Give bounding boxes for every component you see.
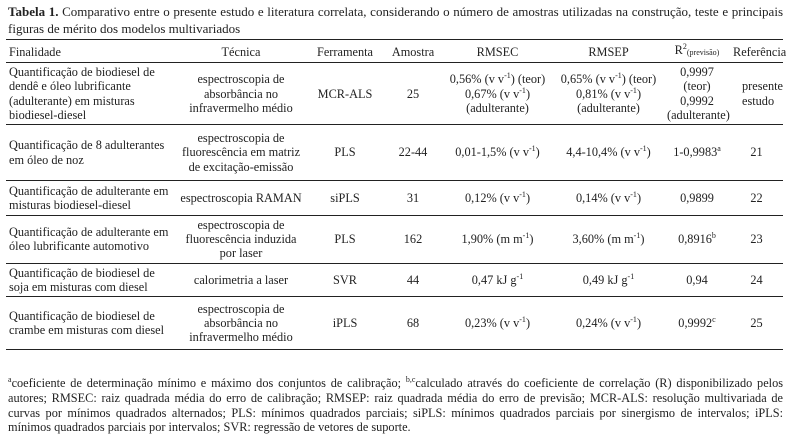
comparison-table [6,39,787,350]
cell-rmsec: 0,12% (v $v^{-1}$) [442,181,553,216]
cell-finalidade: Quantificação de 8 adulterantes em óleo de noz [6,125,176,181]
cell-amostra: 68 [384,297,442,350]
cell-rmsep: 0,65% (v $v^{-1}$) (teor) 0,81% (v $v^{-1}$) (adulterante) [553,63,664,125]
cell-rmsec: 1,90% (m $m^{-1}$) [442,216,553,264]
cell-rmsep: 0,14% (v $v^{-1}$) [553,181,664,216]
cell-tecnica: espectroscopia de absorbância no infravermelho médio [176,63,306,125]
header-rmsec: RMSEC [442,40,553,63]
table-row [6,63,783,125]
cell-referencia: 22 [730,181,783,216]
cell-r2: 0,9997 (teor) 0,9992 (adulterante) [664,63,730,125]
cell-rmsep: 0,24% (v $v^{-1}$) [553,297,664,350]
cell-tecnica: espectroscopia RAMAN [176,181,306,216]
cell-referencia: 24 [730,263,783,296]
cell-tecnica: calorimetria a laser [176,263,306,296]
cell-ferramenta: siPLS [306,181,384,216]
cell-rmsep: 4,4-10,4% (v $v^{-1}$) [553,125,664,181]
cell-ferramenta: SVR [306,263,384,296]
cell-referencia: 25 [730,297,783,350]
cell-referencia: 23 [730,216,783,264]
cell-finalidade: Quantificação de adulterante em óleo lubrificante automotivo [6,216,176,264]
cell-rmsec: 0,47 kJ $g^{-1}$ [442,263,553,296]
header-ferramenta: Ferramenta [306,40,384,63]
table-footnotes [8,376,783,435]
header-row [6,40,783,63]
caption-label: Tabela 1. [8,4,59,19]
cell-referencia: presente estudo [730,63,783,125]
cell-r2: 0,8916$^b$ [664,216,730,264]
cell-rmsec: 0,01-1,5% (v $v^{-1}$) [442,125,553,181]
table-row [6,297,783,350]
cell-referencia: 21 [730,125,783,181]
header-amostra: Amostra [384,40,442,63]
footnotes-text: $^a$coeficiente de determinação mínimo e máximo dos conjuntos de calibração; $^{b,c}$calculado através do coeficiente de correlação (R) disponibilizado pelos autores; RMSEC: raiz quadrada média do erro de calibração; RMSEP: raiz quadrada média do erro de previsão; MCR-ALS: resolução multivariada de curvas por mínimos quadrados alternados; PLS: mínimos quadrados parciais; siPLS: mínimos quadrados parciais por sinergismo de intervalos; iPLS: mínimos quadrados parciais por intervalos; SVR: regressão de vetores de suporte. [8,374,783,435]
cell-finalidade: Quantificação de biodiesel de dendê e óleo lubrificante (adulterante) em misturas biodiesel-diesel [6,63,176,125]
cell-tecnica: espectroscopia de absorbância no infravermelho médio [176,297,306,350]
cell-tecnica: espectroscopia de fluorescência em matriz de excitação-emissão [176,125,306,181]
cell-r2: 0,94 [664,263,730,296]
cell-ferramenta: PLS [306,125,384,181]
header-rmsep: RMSEP [553,40,664,63]
cell-finalidade: Quantificação de biodiesel de crambe em misturas com diesel [6,297,176,350]
cell-rmsec: 0,56% (v $v^{-1}$) (teor) 0,67% (v $v^{-1}$) (adulterante) [442,63,553,125]
cell-tecnica: espectroscopia de fluorescência induzida por laser [176,216,306,264]
header-referencia: Referência [730,40,783,63]
cell-amostra: 44 [384,263,442,296]
cell-rmsep: 3,60% (m $m^{-1}$) [553,216,664,264]
cell-rmsec: 0,23% (v $v^{-1}$) [442,297,553,350]
caption-text: Comparativo entre o presente estudo e literatura correlata, considerando o número de amostras utilizadas na construção, teste e principais figuras de mérito dos modelos multivariados [8,4,784,36]
header-r2: $R^2(previsão)$ [664,40,730,63]
cell-finalidade: Quantificação de adulterante em misturas biodiesel-diesel [6,181,176,216]
table-row [6,125,783,181]
table-row [6,263,783,296]
table-caption [8,3,783,37]
table-row [6,216,783,264]
cell-amostra: 31 [384,181,442,216]
cell-amostra: 25 [384,63,442,125]
header-finalidade: Finalidade [6,40,176,63]
cell-amostra: 162 [384,216,442,264]
cell-ferramenta: iPLS [306,297,384,350]
cell-ferramenta: PLS [306,216,384,264]
cell-amostra: 22-44 [384,125,442,181]
header-tecnica: Técnica [176,40,306,63]
cell-r2: 1-0,9983$^a$ [664,125,730,181]
table-row [6,181,783,216]
cell-r2: 0,9899 [664,181,730,216]
cell-r2: 0,9992$^c$ [664,297,730,350]
cell-ferramenta: MCR-ALS [306,63,384,125]
cell-finalidade: Quantificação de biodiesel de soja em misturas com diesel [6,263,176,296]
cell-rmsep: 0,49 kJ $g^{-1}$ [553,263,664,296]
